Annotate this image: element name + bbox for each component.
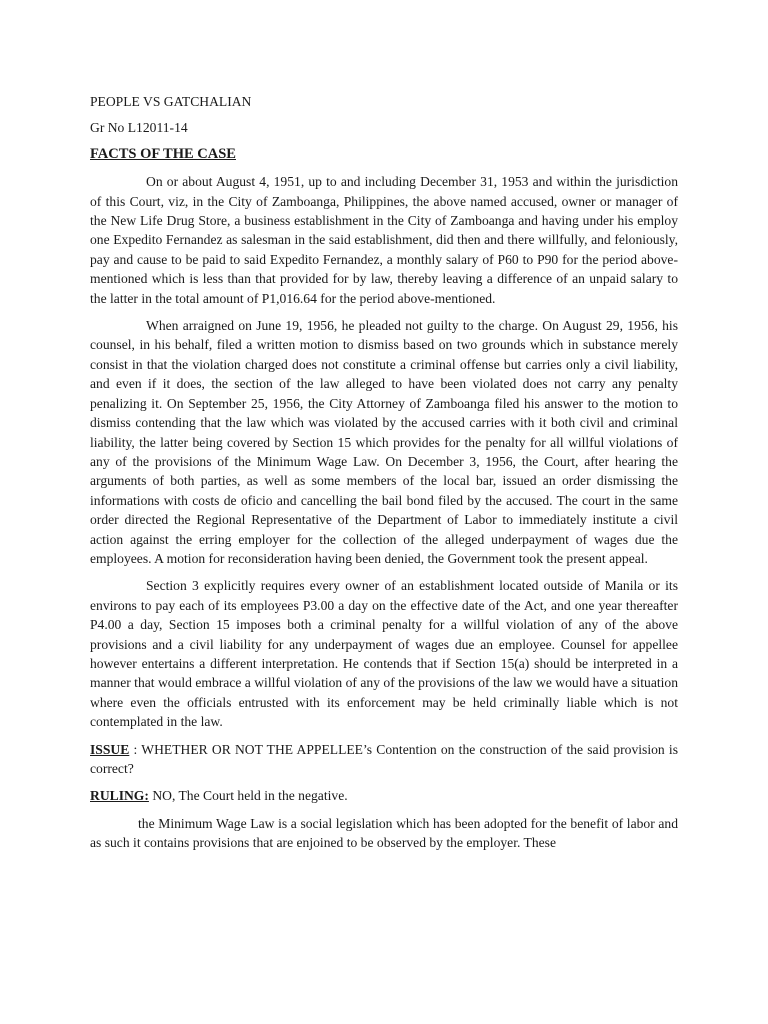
facts-heading: FACTS OF THE CASE xyxy=(90,145,236,162)
ruling-label: RULING: xyxy=(90,788,149,804)
issue-text: : WHETHER OR NOT THE APPELLEE’s Contention on the construction of the said provision is correct? xyxy=(90,741,678,776)
case-title: PEOPLE VS GATCHALIAN xyxy=(90,94,252,109)
facts-paragraph-3: Section 3 explicitly requires every owner of an establishment located outside of Manila or its environs to pay each of its employees P3.00 a day on the effective date of the Act, and one year thereafter P4.00 a day, Section 15 imposes both a criminal penalty for a willful violation of any of the above provisions and a civil liability for any underpayment of wages due an employee. Counsel for appellee however entertains a different interpretation. He contends that if Section 15(a) should be interpreted in a manner that would embrace a willful violation of any of the provisions of the law we would have a situation where even the officials entrusted with its enforcement may be held criminally liable which is not contemplated in the law. xyxy=(90,578,678,730)
document-page xyxy=(90,92,678,861)
issue-section xyxy=(90,740,678,779)
ruling-section xyxy=(90,786,678,805)
facts-paragraph-1: On or about August 4, 1951, up to and including December 31, 1953 and within the jurisdiction of this Court, viz, in the City of Zamboanga, Philippines, the above named accused, owner or manager of the New Life Drug Store, a business establishment in the City of Zamboanga and having under his employ one Expedito Fernandez as salesman in the said establishment, did then and there willfully, and feloniously, pay and cause to be paid to said Expedito Fernandez, a monthly salary of P60 to P90 for the period above-mentioned which is less than that provided for by law, thereby leaving a difference of an unpaid salary to the latter in the total amount of P1,016.64 for the period above-mentioned. xyxy=(90,174,678,306)
issue-label: ISSUE xyxy=(90,741,130,757)
ruling-paragraph: the Minimum Wage Law is a social legislation which has been adopted for the benefit of labor and as such it contains provisions that are enjoined to be observed by the employer. These xyxy=(90,815,678,851)
ruling-text: NO, The Court held in the negative. xyxy=(148,788,348,804)
case-number: Gr No L12011-14 xyxy=(90,120,188,136)
facts-paragraph-2: When arraigned on June 19, 1956, he pleaded not guilty to the charge. On August 29, 1956, his counsel, in his behalf, filed a written motion to dismiss based on two grounds which in substance merely consist in that the violation charged does not constitute a criminal offense but carries only a civil liability, and even if it does, the section of the law alleged to have been violated does not carry any penalty penalizing it. On September 25, 1956, the City Attorney of Zamboanga filed his answer to the motion to dismiss contending that the law which was violated by the accused carries with it both civil and criminal liability, the latter being covered by Section 15 which provides for the penalty for all willful violations of any of the provisions of the Minimum Wage Law. On December 3, 1956, the Court, after hearing the arguments of both parties, as well as some members of the local bar, issued an order dismissing the informations with costs de oficio and cancelling the bail bond filed by the accused. The court in the same order directed the Regional Representative of the Department of Labor to immediately institute a civil action against the erring employer for the collection of the alleged underpayment of wages due the employees. A motion for reconsideration having been denied, the Government took the present appeal. xyxy=(90,318,678,566)
